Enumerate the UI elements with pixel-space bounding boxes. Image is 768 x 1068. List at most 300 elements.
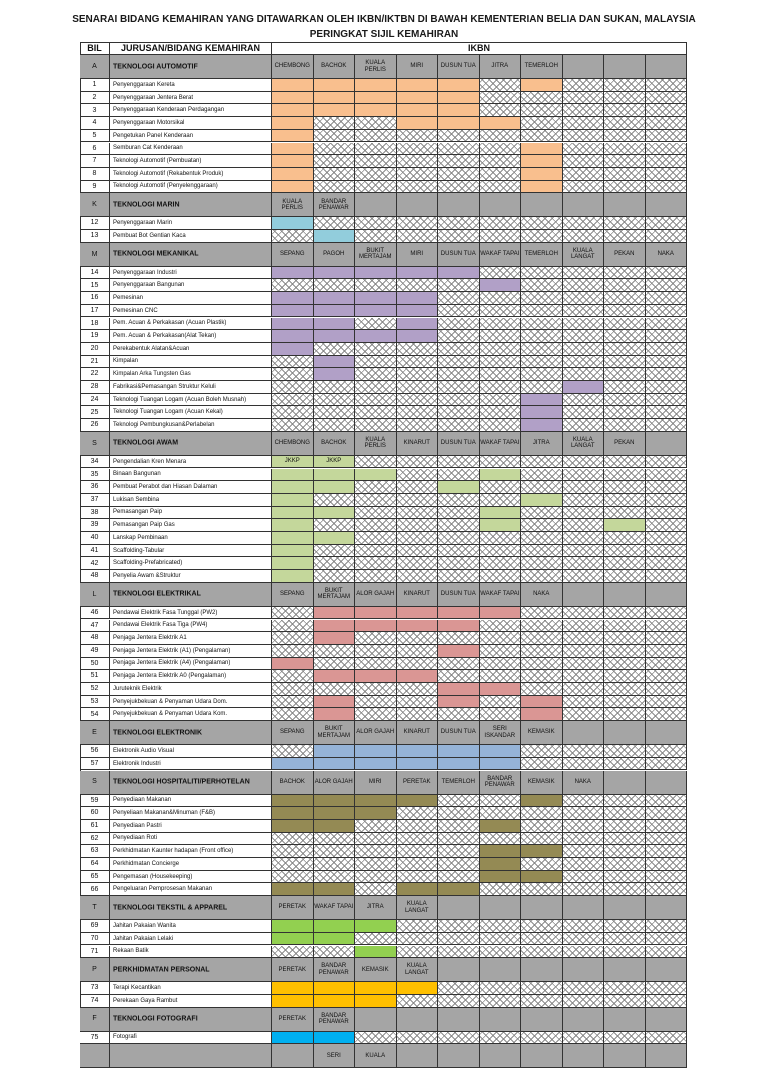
- row-number: [80, 494, 110, 507]
- not-offered-cell: [604, 356, 646, 369]
- not-offered-cell: [646, 607, 688, 620]
- not-offered-cell: [563, 1032, 605, 1045]
- not-offered-cell: [355, 1032, 397, 1045]
- not-offered-cell: [604, 494, 646, 507]
- not-offered-cell: [314, 155, 356, 168]
- not-offered-cell: [646, 696, 688, 709]
- campus-header: [521, 1044, 563, 1068]
- not-offered-cell: [355, 356, 397, 369]
- not-offered-cell: [397, 469, 439, 482]
- campus-header: [272, 583, 314, 607]
- offered-cell: [480, 469, 522, 482]
- offered-cell: [438, 79, 480, 92]
- not-offered-cell: [646, 708, 688, 721]
- not-offered-cell: [480, 833, 522, 846]
- not-offered-cell: [563, 683, 605, 696]
- row-number: [80, 217, 110, 230]
- not-offered-cell: [438, 933, 480, 946]
- course-name: [110, 181, 272, 194]
- not-offered-cell: [480, 696, 522, 709]
- not-offered-cell: [563, 368, 605, 381]
- offered-cell: [272, 305, 314, 318]
- not-offered-cell: [604, 217, 646, 230]
- not-offered-cell: [646, 820, 688, 833]
- not-offered-cell: [438, 658, 480, 671]
- category-name: [110, 1044, 272, 1068]
- not-offered-cell: [604, 330, 646, 343]
- course-name-label: Teknologi Tuangan Logam (Acuan Kekal): [113, 409, 223, 416]
- not-offered-cell: [438, 394, 480, 407]
- not-offered-cell: [438, 557, 480, 570]
- offered-cell: [314, 745, 356, 758]
- not-offered-cell: [563, 507, 605, 520]
- campus-header: [355, 583, 397, 607]
- not-offered-cell: [604, 532, 646, 545]
- not-offered-cell: [272, 279, 314, 292]
- campus-header-label: PEKAN: [614, 251, 635, 258]
- not-offered-cell: [314, 871, 356, 884]
- campus-header-label: KUALA LANGAT: [570, 247, 595, 261]
- not-offered-cell: [604, 130, 646, 143]
- not-offered-cell: [397, 696, 439, 709]
- not-offered-cell: [521, 833, 563, 846]
- offered-cell: [438, 696, 480, 709]
- row-number: [80, 883, 110, 896]
- campus-header-label: DUSUN TUA: [440, 591, 476, 598]
- course-name-label: Penyenggaraan Marin: [113, 220, 173, 227]
- course-name: [110, 155, 272, 168]
- category-code: [80, 896, 110, 920]
- not-offered-cell: [604, 117, 646, 130]
- not-offered-cell: [563, 292, 605, 305]
- offered-cell: [314, 318, 356, 331]
- campus-header: [563, 1044, 605, 1068]
- course-name-label: Pendawai Elektrik Fasa Tiga (PW4): [113, 622, 208, 629]
- offered-cell: [272, 117, 314, 130]
- not-offered-cell: [521, 920, 563, 933]
- not-offered-cell: [272, 845, 314, 858]
- row-number: [80, 356, 110, 369]
- offered-cell: [314, 820, 356, 833]
- campus-header-label: KUALA LANGAT: [570, 437, 595, 450]
- offered-cell: [272, 292, 314, 305]
- course-name-label: Binaan Bangunan: [113, 471, 161, 478]
- campus-header: [563, 721, 605, 745]
- not-offered-cell: [563, 394, 605, 407]
- campus-header-label: MIRI: [410, 63, 424, 70]
- course-name: [110, 481, 272, 494]
- not-offered-cell: [563, 833, 605, 846]
- offered-cell: [314, 982, 356, 995]
- offered-cell: [397, 670, 439, 683]
- offered-cell: [563, 381, 605, 394]
- category-code-label: T: [92, 903, 97, 911]
- not-offered-cell: [604, 995, 646, 1008]
- offered-cell: [480, 845, 522, 858]
- not-offered-cell: [563, 696, 605, 709]
- row-number: [80, 406, 110, 419]
- course-name: [110, 92, 272, 105]
- row-number: [80, 607, 110, 620]
- row-number-label: 74: [90, 997, 99, 1005]
- offered-cell: [272, 79, 314, 92]
- not-offered-cell: [563, 92, 605, 105]
- category-name: [110, 1008, 272, 1032]
- course-name: [110, 607, 272, 620]
- row-number: [80, 117, 110, 130]
- campus-header: [355, 243, 397, 267]
- not-offered-cell: [355, 368, 397, 381]
- not-offered-cell: [646, 143, 688, 156]
- campus-header-label: BANDAR PENAWAR: [318, 198, 349, 211]
- offered-cell: [314, 456, 356, 469]
- campus-header: [604, 721, 646, 745]
- offered-cell: [521, 155, 563, 168]
- not-offered-cell: [521, 469, 563, 482]
- row-number: [80, 469, 110, 482]
- not-offered-cell: [272, 696, 314, 709]
- offered-cell: [438, 758, 480, 771]
- not-offered-cell: [563, 920, 605, 933]
- not-offered-cell: [604, 318, 646, 331]
- course-name: [110, 79, 272, 92]
- campus-header: [438, 193, 480, 217]
- offered-cell: [521, 419, 563, 432]
- offered-cell: [272, 494, 314, 507]
- not-offered-cell: [438, 1032, 480, 1045]
- campus-header: [438, 958, 480, 982]
- category-code: [80, 721, 110, 745]
- not-offered-cell: [397, 356, 439, 369]
- campus-header: [521, 1008, 563, 1032]
- not-offered-cell: [480, 670, 522, 683]
- campus-header: [646, 1044, 688, 1068]
- not-offered-cell: [397, 394, 439, 407]
- offered-cell-label: JKKP: [284, 458, 300, 465]
- not-offered-cell: [438, 406, 480, 419]
- not-offered-cell: [646, 982, 688, 995]
- course-name-label: Penyelia Awam &Struktur: [113, 572, 181, 579]
- course-name: [110, 117, 272, 130]
- row-number-label: 16: [90, 294, 99, 302]
- not-offered-cell: [355, 871, 397, 884]
- row-number-label: 57: [90, 759, 99, 767]
- campus-header: [480, 432, 522, 456]
- not-offered-cell: [604, 394, 646, 407]
- offered-cell: [272, 168, 314, 181]
- not-offered-cell: [604, 670, 646, 683]
- row-number: [80, 871, 110, 884]
- offered-cell: [397, 982, 439, 995]
- row-number: [80, 168, 110, 181]
- category-name: [110, 243, 272, 267]
- course-name: [110, 545, 272, 558]
- campus-header: [355, 721, 397, 745]
- campus-header-label: PERETAK: [402, 778, 431, 785]
- category-name-label: TEKNOLOGI FOTOGRAFI: [113, 1015, 198, 1023]
- not-offered-cell: [646, 155, 688, 168]
- row-number-label: 4: [92, 119, 97, 127]
- campus-header: [521, 896, 563, 920]
- course-name-label: Elektronik Industri: [113, 760, 161, 767]
- row-number-label: 17: [90, 306, 99, 314]
- not-offered-cell: [604, 570, 646, 583]
- course-name-label: Scaffolding-Tabular: [113, 547, 165, 554]
- row-number-label: 6: [92, 144, 97, 152]
- not-offered-cell: [563, 795, 605, 808]
- not-offered-cell: [646, 368, 688, 381]
- course-name-label: Teknologi Automotif (Pembuatan): [113, 158, 202, 165]
- not-offered-cell: [563, 79, 605, 92]
- campus-header: [646, 432, 688, 456]
- not-offered-cell: [563, 117, 605, 130]
- course-name-label: Lukisan Sembina: [113, 496, 160, 503]
- not-offered-cell: [563, 820, 605, 833]
- row-number-label: 19: [90, 332, 99, 340]
- category-name-label: PERKHIDMATAN PERSONAL: [113, 966, 210, 974]
- campus-header: [604, 1044, 646, 1068]
- not-offered-cell: [272, 871, 314, 884]
- not-offered-cell: [521, 933, 563, 946]
- header-jurusan-label: JURUSAN/BIDANG KEMAHIRAN: [120, 43, 260, 53]
- offered-cell: [272, 557, 314, 570]
- campus-header-label: BUKIT MERTAJAM: [359, 247, 392, 261]
- course-name-label: Kimpalan Arka Tungsten Gas: [113, 371, 191, 378]
- row-number-label: 15: [90, 281, 99, 289]
- offered-cell: [272, 469, 314, 482]
- not-offered-cell: [646, 920, 688, 933]
- not-offered-cell: [604, 381, 646, 394]
- campus-header: [438, 1044, 480, 1068]
- campus-header: [604, 583, 646, 607]
- not-offered-cell: [604, 883, 646, 896]
- category-name: [110, 432, 272, 456]
- not-offered-cell: [272, 645, 314, 658]
- course-name: [110, 708, 272, 721]
- not-offered-cell: [604, 292, 646, 305]
- campus-header: [355, 1008, 397, 1032]
- not-offered-cell: [397, 168, 439, 181]
- row-number-label: 7: [92, 157, 97, 165]
- course-name-label: Penyenggaraan Motorsikal: [113, 119, 185, 126]
- offered-cell: [480, 519, 522, 532]
- not-offered-cell: [646, 168, 688, 181]
- course-name: [110, 920, 272, 933]
- campus-header: [604, 432, 646, 456]
- offered-cell: [355, 758, 397, 771]
- not-offered-cell: [646, 871, 688, 884]
- not-offered-cell: [355, 456, 397, 469]
- course-name-label: Jahitan Pakaian Lelaki: [113, 935, 174, 942]
- offered-cell: [355, 92, 397, 105]
- not-offered-cell: [646, 279, 688, 292]
- not-offered-cell: [272, 632, 314, 645]
- campus-header: [521, 721, 563, 745]
- not-offered-cell: [480, 217, 522, 230]
- campus-header: [480, 243, 522, 267]
- offered-cell: [521, 708, 563, 721]
- not-offered-cell: [521, 92, 563, 105]
- not-offered-cell: [314, 143, 356, 156]
- not-offered-cell: [438, 507, 480, 520]
- not-offered-cell: [438, 305, 480, 318]
- not-offered-cell: [563, 982, 605, 995]
- row-number: [80, 708, 110, 721]
- not-offered-cell: [646, 795, 688, 808]
- not-offered-cell: [355, 394, 397, 407]
- campus-header-label: DUSUN TUA: [440, 440, 476, 447]
- campus-header-label: JITRA: [366, 904, 384, 911]
- campus-header: [604, 1008, 646, 1032]
- campus-header-label: SERI ISKANDAR: [484, 726, 516, 739]
- offered-cell-label: JKKP: [326, 458, 342, 465]
- campus-header-label: NAKA: [657, 251, 674, 258]
- row-number-label: 13: [90, 232, 99, 240]
- not-offered-cell: [314, 130, 356, 143]
- campus-header: [397, 193, 439, 217]
- not-offered-cell: [397, 279, 439, 292]
- not-offered-cell: [355, 545, 397, 558]
- offered-cell: [314, 620, 356, 633]
- not-offered-cell: [521, 117, 563, 130]
- not-offered-cell: [563, 267, 605, 280]
- campus-header-label: NAKA: [574, 778, 591, 785]
- not-offered-cell: [480, 419, 522, 432]
- row-number: [80, 670, 110, 683]
- row-number-label: 54: [90, 710, 99, 718]
- course-name-label: Pengendalian Kren Menara: [113, 458, 187, 465]
- not-offered-cell: [480, 620, 522, 633]
- not-offered-cell: [646, 130, 688, 143]
- category-code-label: P: [92, 966, 97, 974]
- not-offered-cell: [521, 632, 563, 645]
- not-offered-cell: [521, 519, 563, 532]
- not-offered-cell: [646, 758, 688, 771]
- not-offered-cell: [563, 168, 605, 181]
- row-number-label: 18: [90, 319, 99, 327]
- not-offered-cell: [438, 995, 480, 1008]
- row-number: [80, 267, 110, 280]
- not-offered-cell: [646, 181, 688, 194]
- row-number: [80, 645, 110, 658]
- row-number-label: 56: [90, 747, 99, 755]
- offered-cell: [314, 292, 356, 305]
- campus-header: [646, 243, 688, 267]
- offered-cell: [272, 330, 314, 343]
- offered-cell: [272, 820, 314, 833]
- campus-header-label: BUKIT MERTAJAM: [317, 588, 350, 601]
- not-offered-cell: [314, 279, 356, 292]
- campus-header: [480, 896, 522, 920]
- row-number: [80, 419, 110, 432]
- not-offered-cell: [480, 381, 522, 394]
- category-name: [110, 721, 272, 745]
- offered-cell: [521, 394, 563, 407]
- not-offered-cell: [604, 155, 646, 168]
- not-offered-cell: [521, 292, 563, 305]
- not-offered-cell: [438, 279, 480, 292]
- row-number-label: 34: [90, 457, 99, 465]
- campus-header: [563, 958, 605, 982]
- offered-cell: [438, 883, 480, 896]
- not-offered-cell: [646, 330, 688, 343]
- not-offered-cell: [314, 381, 356, 394]
- campus-header: [314, 1044, 356, 1068]
- offered-cell: [272, 507, 314, 520]
- not-offered-cell: [604, 795, 646, 808]
- course-name-label: Pengetukan Panel Kenderaan: [113, 132, 194, 139]
- campus-header: [272, 896, 314, 920]
- offered-cell: [314, 807, 356, 820]
- category-name-label: TEKNOLOGI MEKANIKAL: [113, 250, 199, 258]
- offered-cell: [397, 79, 439, 92]
- not-offered-cell: [438, 982, 480, 995]
- row-number: [80, 519, 110, 532]
- row-number: [80, 632, 110, 645]
- offered-cell: [314, 632, 356, 645]
- offered-cell: [314, 933, 356, 946]
- course-name: [110, 845, 272, 858]
- campus-header: [480, 55, 522, 79]
- course-name-label: Juruteknik Elektrik: [113, 685, 162, 692]
- not-offered-cell: [604, 632, 646, 645]
- campus-header: [438, 771, 480, 795]
- not-offered-cell: [480, 570, 522, 583]
- not-offered-cell: [355, 696, 397, 709]
- category-name-label: TEKNOLOGI AUTOMOTIF: [113, 63, 198, 70]
- offered-cell: [397, 292, 439, 305]
- course-name: [110, 143, 272, 156]
- not-offered-cell: [272, 670, 314, 683]
- offered-cell: [521, 845, 563, 858]
- campus-header-label: WAKAF TAPAI: [480, 591, 520, 598]
- not-offered-cell: [480, 708, 522, 721]
- row-number: [80, 155, 110, 168]
- row-number: [80, 858, 110, 871]
- not-offered-cell: [272, 394, 314, 407]
- campus-header: [563, 896, 605, 920]
- not-offered-cell: [480, 807, 522, 820]
- row-number-label: 42: [90, 559, 99, 567]
- row-number: [80, 570, 110, 583]
- course-name: [110, 795, 272, 808]
- row-number-label: 8: [92, 170, 97, 178]
- not-offered-cell: [521, 456, 563, 469]
- not-offered-cell: [480, 406, 522, 419]
- not-offered-cell: [314, 168, 356, 181]
- not-offered-cell: [521, 217, 563, 230]
- offered-cell: [480, 507, 522, 520]
- offered-cell: [314, 368, 356, 381]
- not-offered-cell: [604, 845, 646, 858]
- category-code: [80, 55, 110, 79]
- not-offered-cell: [272, 356, 314, 369]
- campus-header-label: KUALA: [365, 1052, 386, 1059]
- course-name-label: Jahitan Pakaian Wanita: [113, 922, 176, 929]
- course-name: [110, 230, 272, 243]
- campus-header: [397, 1044, 439, 1068]
- not-offered-cell: [438, 632, 480, 645]
- campus-header: [314, 55, 356, 79]
- course-name: [110, 807, 272, 820]
- campus-header-label: BANDAR PENAWAR: [318, 963, 349, 976]
- category-name: [110, 583, 272, 607]
- not-offered-cell: [314, 406, 356, 419]
- offered-cell: [314, 104, 356, 117]
- row-number-label: 61: [90, 822, 99, 830]
- offered-cell: [272, 104, 314, 117]
- not-offered-cell: [438, 318, 480, 331]
